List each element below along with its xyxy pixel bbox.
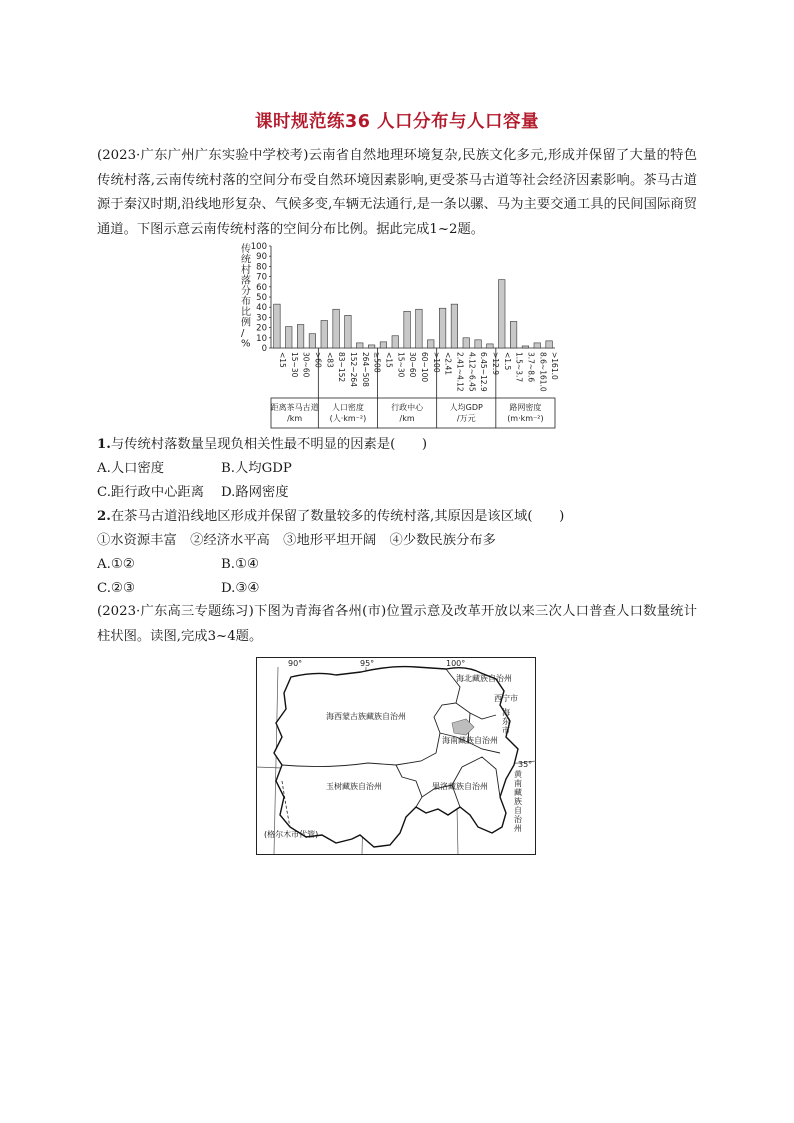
question-1-options-row2 bbox=[97, 483, 289, 503]
region-xining: 西宁市 bbox=[494, 694, 518, 703]
lon-label-100: 100° bbox=[446, 659, 466, 668]
x-tick-label: 152~264 bbox=[348, 352, 358, 387]
x-tick-label: 83~152 bbox=[337, 352, 347, 383]
x-tick-label: 8.6~161.0 bbox=[538, 352, 548, 392]
bar bbox=[368, 345, 375, 348]
y-tick-label: 20 bbox=[256, 323, 267, 334]
q1-option-b[interactable]: B.人均GDP bbox=[221, 461, 292, 476]
group-label: 路网密度 bbox=[509, 403, 542, 412]
x-tick-label: <15 bbox=[277, 352, 287, 368]
group-label: 距离茶马古道 bbox=[270, 403, 319, 412]
x-tick-label: 30~60 bbox=[301, 352, 311, 378]
bar bbox=[510, 321, 517, 348]
intro-passage-1: (2023·广东广州广东实验中学校考)云南省自然地理环境复杂,民族文化多元,形成并保留了大量的特色传统村落,云南传统村落的空间分布受自然环境因素影响,更受茶马古道等社会经济因素影响。茶马古道源于秦汉时期,沿线地形复杂、气候多变,车辆无法通行,是一条以骡、马为主要交通工具的民间国际商贸通道。下图示意云南传统村落的空间分布比例。据此完成1~2题。 bbox=[97, 148, 697, 237]
x-tick-label: <1.5 bbox=[502, 352, 512, 371]
lat-label-35: 35° bbox=[518, 760, 533, 769]
x-tick-label: >161.0 bbox=[550, 352, 560, 380]
x-tick-label: <15 bbox=[384, 352, 394, 368]
y-tick-label: 10 bbox=[256, 333, 267, 344]
question-1-options-row1 bbox=[97, 459, 292, 479]
lon-label-90: 90° bbox=[288, 659, 303, 668]
x-tick-label: 30~60 bbox=[408, 352, 418, 378]
bar bbox=[404, 311, 411, 348]
chart-svg bbox=[233, 238, 558, 433]
bar bbox=[498, 280, 505, 348]
x-tick-label: 15~30 bbox=[396, 352, 406, 378]
group-label: 行政中心 bbox=[391, 403, 424, 412]
x-tick-label: <83 bbox=[325, 352, 335, 368]
x-tick-label: 3.7~8.6 bbox=[526, 352, 536, 383]
bar bbox=[392, 336, 399, 348]
question-2-stem: 在茶马古道沿线地区形成并保留了数量较多的传统村落,其原因是该区域( ) bbox=[110, 509, 565, 524]
y-tick-label: 0 bbox=[261, 344, 267, 354]
bar bbox=[321, 320, 328, 348]
question-1-number: 1. bbox=[97, 437, 111, 452]
lon-label-95: 95° bbox=[360, 659, 375, 668]
group-label: /km bbox=[399, 414, 415, 423]
qinghai-map bbox=[256, 657, 536, 855]
question-1 bbox=[97, 435, 427, 455]
intro-passage-2: (2023·广东高三专题练习)下图为青海省各州(市)位置示意及改革开放以来三次人口普查人口数量统计柱状图。读图,完成3~4题。 bbox=[97, 604, 697, 644]
q2-option-b[interactable]: B.①④ bbox=[221, 557, 259, 572]
region-yushu: 玉树藏族自治州 bbox=[326, 782, 382, 791]
bar bbox=[285, 327, 292, 348]
region-huangnan: 黄南藏族自治州 bbox=[514, 770, 522, 833]
bar bbox=[487, 344, 494, 348]
group-label: 人口密度 bbox=[331, 403, 364, 412]
q2-option-a[interactable]: A.①② bbox=[97, 557, 135, 572]
question-2-number: 2. bbox=[97, 509, 111, 524]
x-tick-label: 15~30 bbox=[289, 352, 299, 378]
group-label: /万元 bbox=[456, 414, 476, 423]
bar bbox=[534, 343, 541, 348]
bar bbox=[463, 338, 470, 348]
bar bbox=[546, 341, 553, 348]
x-tick-label: >100 bbox=[431, 352, 441, 373]
bar bbox=[416, 309, 423, 348]
y-tick-label: 50 bbox=[256, 293, 267, 303]
bar bbox=[297, 325, 304, 348]
bar bbox=[475, 340, 482, 348]
y-tick-label: 70 bbox=[256, 272, 267, 283]
x-tick-label: <2.41 bbox=[443, 352, 453, 375]
x-tick-label: >12.9 bbox=[490, 352, 500, 375]
bar bbox=[309, 334, 316, 348]
x-tick-label: >60 bbox=[313, 352, 323, 368]
y-tick-label: 100 bbox=[250, 242, 267, 252]
bar bbox=[333, 309, 340, 348]
y-tick-label: 80 bbox=[256, 262, 267, 273]
x-tick-label: 264~508 bbox=[360, 352, 370, 387]
region-golmud: (格尔木市代管) bbox=[264, 830, 319, 839]
x-tick-label: 4.12~6.45 bbox=[467, 352, 477, 392]
y-tick-label: 60 bbox=[256, 282, 267, 293]
question-2-options-row2 bbox=[97, 579, 259, 599]
y-tick-label: 90 bbox=[256, 252, 267, 263]
q1-option-c[interactable]: C.距行政中心距离 bbox=[97, 485, 205, 500]
bar bbox=[451, 304, 458, 348]
y-tick-label: 30 bbox=[256, 313, 267, 324]
bar bbox=[356, 343, 363, 348]
group-label: /km bbox=[287, 414, 303, 423]
question-2-options-row1 bbox=[97, 555, 259, 575]
x-tick-label: 1.5~3.7 bbox=[514, 352, 524, 383]
region-haibei: 海北藏族自治州 bbox=[456, 674, 512, 683]
y-tick-label: 40 bbox=[256, 303, 267, 314]
y-axis-label: 传统村落分布比例/ % bbox=[241, 244, 251, 350]
map-svg bbox=[256, 657, 536, 855]
q1-option-a[interactable]: A.人口密度 bbox=[97, 461, 165, 476]
group-label: (m·km⁻²) bbox=[507, 414, 544, 423]
bar bbox=[274, 304, 281, 348]
question-2-items: ①水资源丰富 ②经济水平高 ③地形平坦开阔 ④少数民族分布多 bbox=[97, 533, 496, 548]
group-label: 人均GDP bbox=[449, 403, 483, 412]
x-tick-label: 6.45~12.9 bbox=[479, 352, 489, 392]
question-1-stem: 与传统村落数量呈现负相关性最不明显的因素是( ) bbox=[110, 437, 428, 452]
question-2 bbox=[97, 507, 564, 527]
region-hainan: 海南藏族自治州 bbox=[442, 736, 498, 745]
page-title: 课时规范练36 人口分布与人口容量 bbox=[255, 112, 539, 132]
region-guoluo: 果洛藏族自治州 bbox=[432, 782, 488, 791]
bar bbox=[345, 315, 352, 348]
bar bbox=[522, 346, 529, 348]
bar bbox=[439, 308, 446, 348]
region-haixi: 海西蒙古族藏族自治州 bbox=[326, 712, 406, 721]
region-haidong: 海东市 bbox=[502, 708, 510, 735]
bar bbox=[380, 342, 387, 348]
province-outline bbox=[274, 667, 518, 847]
x-tick-label: 2.41~4.12 bbox=[455, 352, 465, 392]
x-tick-label: 60~100 bbox=[419, 352, 429, 383]
q1-option-d[interactable]: D.路网密度 bbox=[221, 485, 289, 500]
village-distribution-chart bbox=[233, 238, 558, 433]
bar bbox=[427, 340, 434, 348]
q2-option-d[interactable]: D.③④ bbox=[221, 581, 260, 596]
q2-option-c[interactable]: C.②③ bbox=[97, 581, 135, 596]
x-tick-label: ≥508 bbox=[372, 352, 382, 373]
group-label: (人·km⁻²) bbox=[329, 414, 367, 423]
